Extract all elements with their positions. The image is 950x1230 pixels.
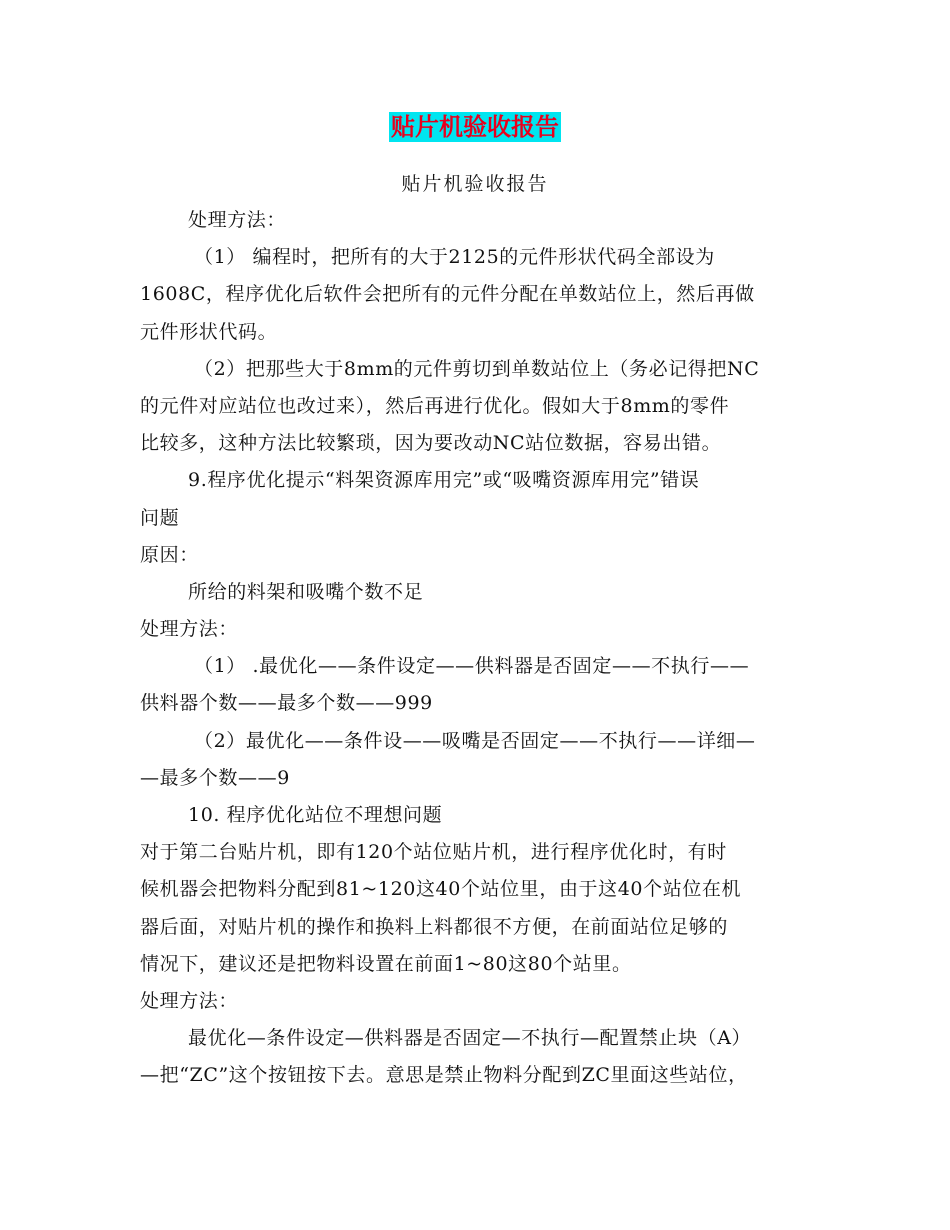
- paragraph-line: （2）把那些大于8mm的元件剪切到单数站位上（务必记得把NC: [194, 357, 760, 380]
- title-container: [0, 112, 950, 142]
- paragraph-line: —最多个数——9: [140, 766, 290, 789]
- paragraph-line: 对于第二台贴片机，即有120个站位贴片机，进行程序优化时，有时: [140, 841, 727, 864]
- paragraph-line: 最优化—条件设定—供料器是否固定—不执行—配置禁止块（A）: [188, 1027, 752, 1050]
- paragraph-line: —把“ZC”这个按钮按下去。意思是禁止物料分配到ZC里面这些站位，: [140, 1064, 748, 1087]
- paragraph-line: 器后面，对贴片机的操作和换料上料都很不方便，在前面站位足够的: [140, 915, 729, 938]
- paragraph-line: 10. 程序优化站位不理想问题: [188, 804, 443, 826]
- paragraph-line: 处理方法：: [140, 989, 239, 1012]
- document-subtitle: 贴片机验收报告: [401, 173, 549, 195]
- paragraph-line: 元件形状代码。: [140, 320, 278, 343]
- paragraph-line: 的元件对应站位也改过来），然后再进行优化。假如大于8mm的零件: [140, 394, 730, 417]
- paragraph-line: （1） .最优化——条件设定——供料器是否固定——不执行——: [194, 655, 750, 678]
- paragraph-line: （2）最优化——条件设——吸嘴是否固定——不执行——详细—: [194, 729, 756, 752]
- paragraph-line: 所给的料架和吸嘴个数不足: [188, 580, 424, 603]
- document-body: [140, 202, 812, 1095]
- paragraph-line: 供料器个数——最多个数——999: [140, 692, 433, 715]
- paragraph-line: 1608C，程序优化后软件会把所有的元件分配在单数站位上，然后再做: [140, 283, 755, 306]
- paragraph-line: 比较多，这种方法比较繁琐，因为要改动NC站位数据，容易出错。: [140, 432, 722, 455]
- paragraph-line: 问题: [140, 506, 180, 529]
- paragraph-line: 情况下，建议还是把物料设置在前面1~80这80个站里。: [140, 952, 632, 975]
- paragraph-line: 9.程序优化提示“料架资源库用完”或“吸嘴资源库用完”错误: [188, 469, 700, 492]
- paragraph-line: 处理方法：: [188, 209, 287, 231]
- paragraph-line: 候机器会把物料分配到81~120这40个站位里，由于这40个站位在机: [140, 878, 742, 901]
- document-title: 贴片机验收报告: [391, 112, 559, 141]
- paragraph-line: 处理方法：: [140, 618, 239, 641]
- paragraph-line: （1） 编程时，把所有的大于2125的元件形状代码全部设为: [194, 246, 715, 269]
- paragraph-line: 原因：: [140, 543, 199, 566]
